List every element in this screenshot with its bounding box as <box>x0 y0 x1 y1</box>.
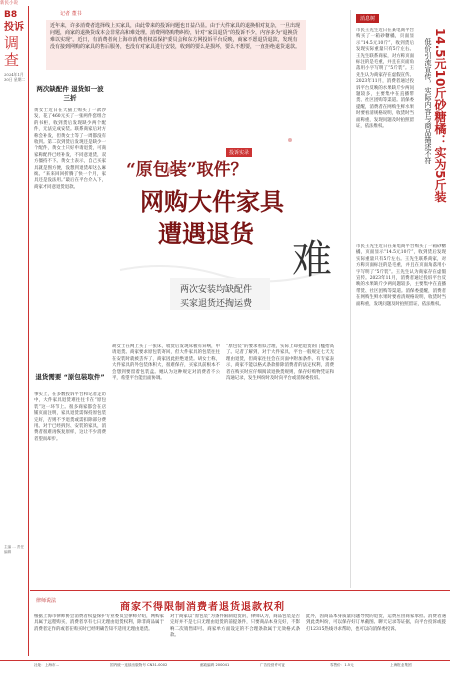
right-section-tag: 消息树 <box>356 14 379 23</box>
right-headline <box>420 28 446 238</box>
headline-line-3: 遭遇退货 <box>158 219 254 248</box>
footer-price: 零售价：1.5元 <box>330 663 354 667</box>
article-column-1: 黄女士近日在天猫上购买了一款沙发，花了460元买了一张两件套组合的书柜，收到货后发现缺少两个配件，无法完成安装。联系商家后对方称会补发，但黄女士等了一周都没有收到。第二次到货后发现还是缺少一个配件，黄女士只好申请退货，可商家称配件已经补发，不同意退货，双方僵持不下。黄女士表示，自己买家具就是图方便，没想到退货却这么麻烦。“来来回回折腾了快一个月，家具还是没法用。”最后在平台介入下，商家才同意退货退款。 <box>34 108 106 190</box>
intro-text: 近年来，许多消费者选择线上买家具，由此带来的投诉问题也日益凸显。由于大件家具的退换相对复杂，一旦出现问题，商家的退换货成本会非常高和难处理。消费网络购物纠纷，针对“家具退货”的投诉不少，内容多为“退换货难以实现”。近日，有消费者向上海市消费者权益保护委员会和东方网投诉平台反映，商家不愿退货退款，发现有没有接到网购的家具的售后服务，也没有对家具进行安装，收到的要么是损坏，要么不想要，一直拒绝退货退款。 <box>50 23 301 50</box>
footer-address: 社址：上海市… <box>34 663 60 667</box>
right-subtitle: 低价引流宣传，实际内容与商品描述不符 <box>424 38 432 164</box>
right-text-top: 市民王先生近日在某电商平台购买了一箱砂糖橘，页面显示“14.5元10斤”，收到货后发现实际重量只有5斤左右。王先生联系商家，对方称页面标注的是毛重，并且在页面角落用小字写明了“5斤装”。王先生认为商家存在虚假宣传。2023年11月，消费者通过投诉平台反映的水果缺斤少两问题较多，主要集中在直播带货、社区团购等渠道。消保委提醒，消费者在网购生鲜水果时要看清规格说明，收货时当面称重，发现问题及时拍照留证，依法维权。 <box>356 28 414 130</box>
byline: 记者 董书 <box>60 11 82 17</box>
section-name: 投诉 <box>4 22 24 33</box>
subheading-2: 退货需要 “原包装取件” <box>35 373 105 381</box>
page-number: B8 <box>4 10 18 20</box>
right-text-bottom: 市民王先生近日在某电商平台购买了一箱砂糖橘，页面显示“14.5元10斤”，收到货后发现实际重量只有5斤左右。王先生联系商家，对方称页面标注的是毛重，并且在页面角落用小字写明了“5斤装”。王先生认为商家存在虚假宣传。2023年11月，消费者通过投诉平台反映的水果缺斤少两问题较多，主要集中在直播带货、社区团购等渠道。消保委提醒，消费者在网购生鲜水果时要看清规格说明，收货时当面称重，发现问题及时拍照留证，依法维权。 <box>356 244 446 307</box>
subheadline-1: 两次安装均缺配件 <box>180 285 253 295</box>
subheading-1: 两次缺配件 退货如一波三折 <box>36 85 104 102</box>
headline-line-2: 网购大件家具 <box>140 187 284 216</box>
editors: 主编 ... 责任编辑 <box>4 545 25 554</box>
side-divider <box>28 6 29 656</box>
article-column-3: 胡女士在网上买了一张床，收货后发现床板有异响，申请退货。商家要求原包装寄回，但大件家具的包装往往在安装时就被丢弃了，商家因此拒绝退货。胡女士称，大件家具的外包装体积大，很难保存，买家具前根本不会想到要留着包装盒。她认为这种规定对消费者不公平，希望平台能出面协调。 <box>112 344 220 382</box>
kicker-badge: 投诉实录 <box>226 148 252 157</box>
headline-line-1: “原包装”取件？ <box>126 160 248 180</box>
bottom-column-2: 对于商家以“原包装”为条件限制退货的，律师认为，商品包装是否完好并不是七日无理由退货的前提条件，只要商品本身完好，不影响二次销售即可。商家单方面设定的不合理条款属于无效格式条款。 <box>170 614 300 639</box>
headline-graphic <box>110 110 338 340</box>
right-divider <box>350 10 351 588</box>
bottom-column-3: 此外，因商品本身质量问题导致的退货，运费应由商家承担。消费者遇到此类纠纷，可以保存好订单截图、聊天记录等证据，向平台投诉或拨打12315热线寻求帮助，也可以向消保委投诉。 <box>306 614 446 632</box>
bottom-column-1: 根据上海市律师协会消费者权益保护专业委员会律师介绍，网购家具属于远程购买，消费者享有七日无理由退货权利，除非商品属于消费者定作的或者在购买时已经明确告知不适用无理由退货。 <box>34 614 164 632</box>
footer <box>0 660 450 673</box>
right-title: 14.5元10斤砂糖橘：实为5斤装 <box>433 28 447 203</box>
footer-publisher: 上海报业集团 <box>390 663 412 667</box>
section-title: 调查 <box>4 34 20 69</box>
footer-post: 邮政编码 200041 <box>200 663 230 667</box>
footer-cn: 国内统一连续出版物号 CN31-0002 <box>110 663 168 667</box>
bottom-tag: 律师说法 <box>36 598 57 604</box>
article-column-2: 事实上，在多数投诉平台和记者走访中，大件家具退货难往往卡在“原包装”这一环节上。很多商家都会在店铺页面注明，家具退货需保持原包装完好，否则不予退货或需扣除部分费用。对于已经拆封、安装的家具，消费者很难再恢复原样，这让不少消费者望而却步。 <box>34 392 106 442</box>
issue-date: 2024年1月30日 星期二 <box>4 72 26 82</box>
headline-brush-char: 难 <box>292 237 332 283</box>
bottom-headline: 商家不得限制消费者退货退款权利 <box>120 602 285 613</box>
intro-box <box>46 20 306 70</box>
section-sidebar <box>4 10 26 585</box>
article-column-4: “原包装”的要求看似合理，实际上却把退货的门槛抬高了。记者了解到，对于大件家具，平台一般规定七天无理由退货，但商家往往会在页面中附加条件。有专家表示，商家不能以格式条款排除消费者的法定权利，消费者在购买时应仔细阅读退换货规则，保存好购物凭证和沟通记录，发生纠纷时及时向平台或消保委投诉。 <box>226 344 334 382</box>
subheadline-2: 买家退货还掏运费 <box>180 299 253 309</box>
corner-label: 新民小说 <box>0 1 18 6</box>
footer-license: 广告经营许可证 <box>260 663 286 667</box>
bottom-rule <box>30 590 450 591</box>
